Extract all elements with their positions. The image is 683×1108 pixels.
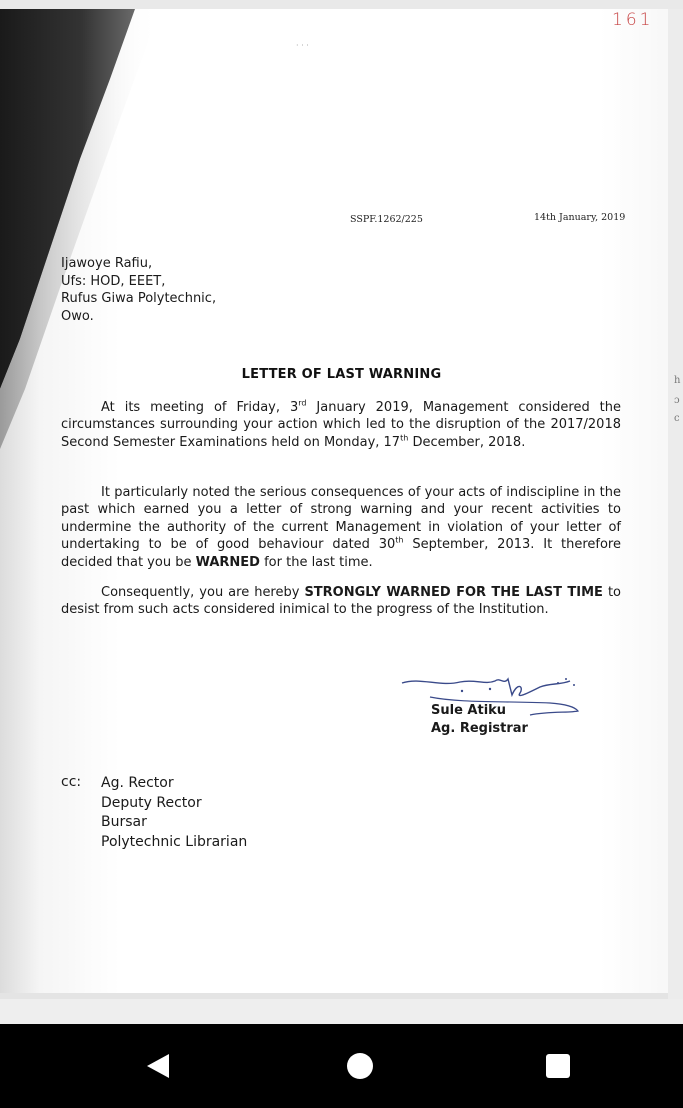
- signatory-block: [431, 702, 528, 738]
- handwritten-page-number: 161: [612, 10, 654, 30]
- letter-title: [0, 367, 683, 382]
- cc-recipient: Deputy Rector: [101, 794, 202, 811]
- paragraph-3-text-b: to desist from such acts considered inimical to the progress of the Institution.: [61, 585, 621, 618]
- back-icon: [143, 1051, 173, 1081]
- warned-emphasis: WARNED: [195, 554, 260, 570]
- paragraph-1-text-b: January 2019, Management considered the circumstances surrounding your action which led to the disruption of the 2017/2018 Second Semester Examinations held on Monday, 17: [61, 400, 621, 450]
- signatory-position: Ag. Registrar: [431, 721, 528, 736]
- cc-label: cc:: [61, 774, 82, 790]
- strong-warning-emphasis: STRONGLY WARNED FOR THE LAST TIME: [304, 585, 603, 600]
- reference-number: SSPF.1262/225: [350, 214, 423, 225]
- paragraph-2-text-b: September, 2013. It therefore decided that you be: [61, 537, 621, 570]
- top-strip: [0, 0, 683, 9]
- ordinal-suffix: rd: [298, 398, 307, 408]
- address-line: Ijawoye Rafiu,: [61, 256, 153, 271]
- cc-recipient: Polytechnic Librarian: [101, 833, 248, 850]
- recents-button[interactable]: [536, 1044, 580, 1088]
- paragraph-2-text-c: for the last time.: [259, 554, 373, 570]
- paragraph-1-text-c: December, 2018.: [408, 434, 526, 450]
- cc-recipient: Ag. Rector: [101, 775, 174, 791]
- android-navigation-bar: [0, 1024, 683, 1108]
- signatory-name: Sule Atiku: [431, 703, 507, 718]
- back-button[interactable]: [136, 1044, 180, 1088]
- letter-title-text: LETTER OF LAST WARNING: [241, 367, 442, 382]
- paragraph-2: [61, 484, 621, 571]
- paragraph-3-text-a: Consequently, you are hereby: [101, 585, 305, 600]
- address-line: Ufs: HOD, EEET,: [61, 273, 166, 289]
- faint-marks: · · ·: [296, 41, 309, 50]
- paragraph-1: [61, 399, 621, 451]
- cc-recipients: [101, 774, 247, 852]
- cc-recipient: Bursar: [101, 814, 147, 830]
- ordinal-suffix: th: [395, 535, 404, 545]
- adjacent-page-edge: h ɔ c: [668, 9, 683, 999]
- document-photo: [0, 9, 683, 999]
- letter-date: 14th January, 2019: [534, 212, 626, 223]
- home-icon: [345, 1051, 375, 1081]
- paragraph-3: [61, 584, 621, 619]
- paragraph-2-text-a: It particularly noted the serious consequences of your acts of indiscipline in the past which earned you a letter of strong warning and your recent activities to undermine the authority of the current Management in violation of your letter of undertaking to be of good behaviour dated 30: [61, 485, 621, 553]
- address-line: Owo.: [61, 308, 94, 324]
- paragraph-1-text-a: At its meeting of Friday, 3: [101, 400, 299, 415]
- recents-icon: [543, 1051, 573, 1081]
- recipient-address: [61, 255, 216, 325]
- address-line: Rufus Giwa Polytechnic,: [61, 291, 217, 306]
- ordinal-suffix: th: [400, 433, 409, 443]
- home-button[interactable]: [338, 1044, 382, 1088]
